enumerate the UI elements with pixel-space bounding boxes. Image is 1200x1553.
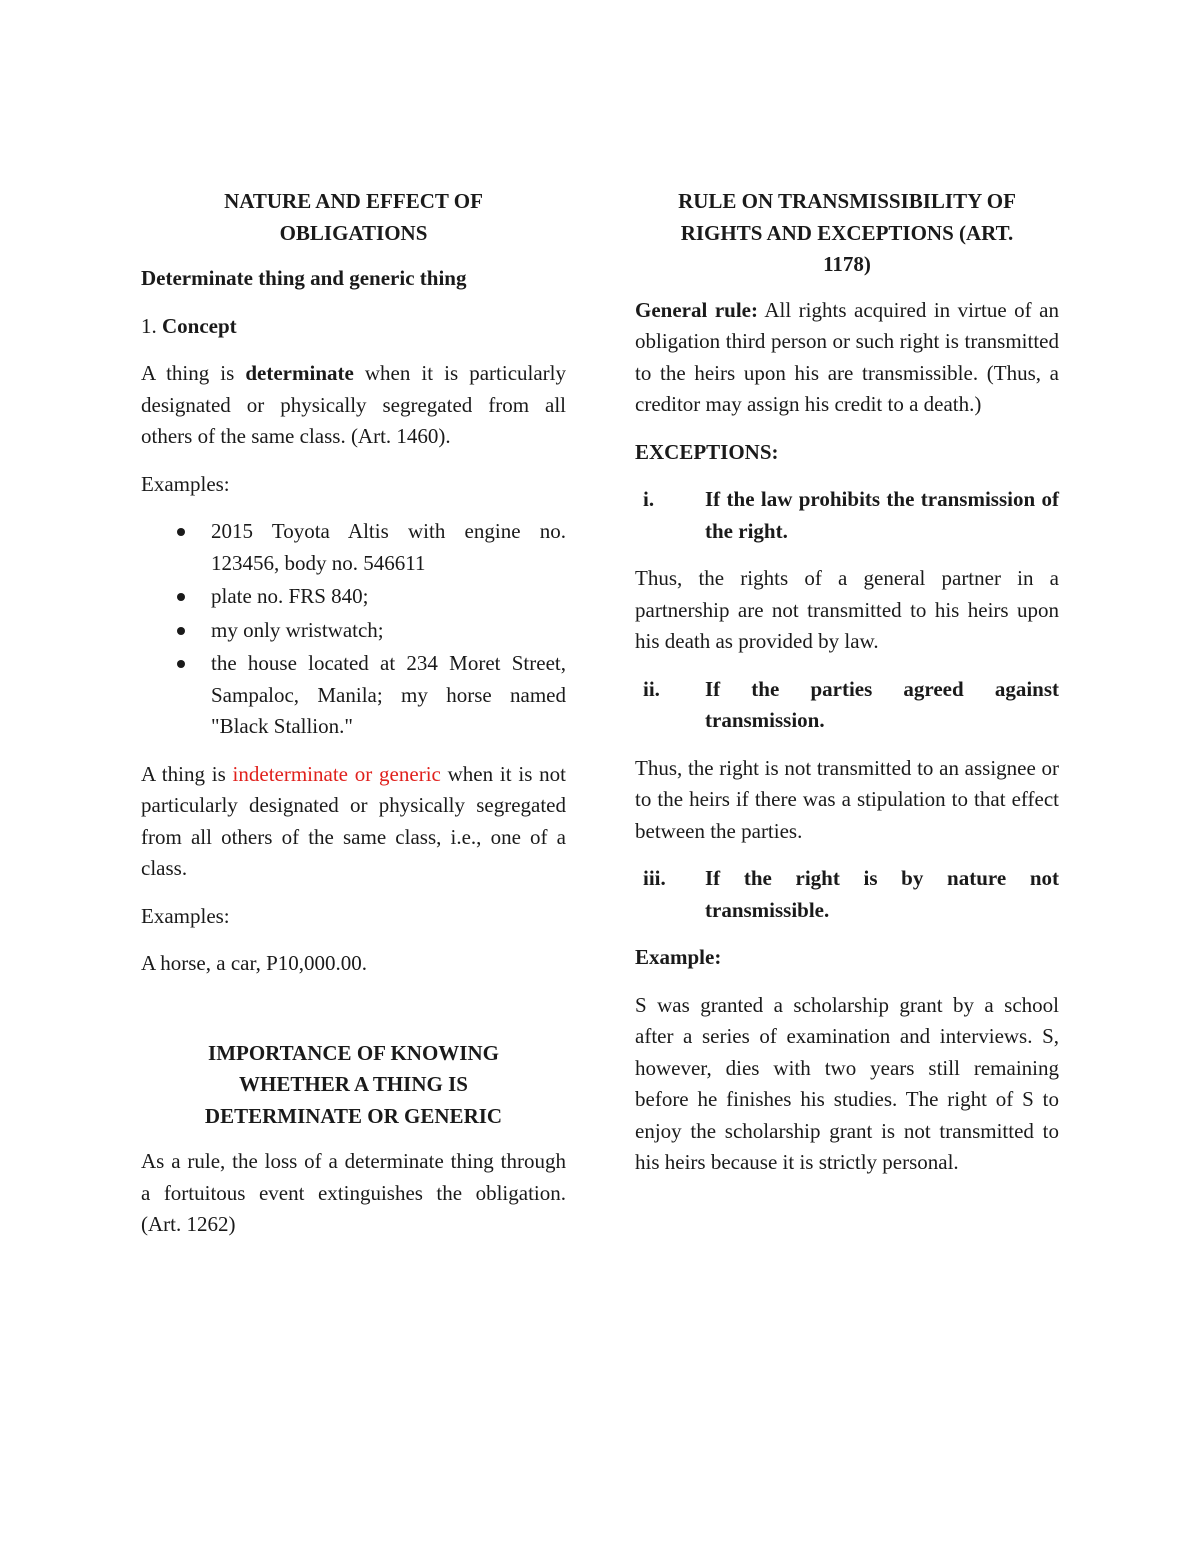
right-column — [635, 186, 1059, 1195]
general-rule-text: All rights acquired in virtue of an obligation third person or such right is transmitted to the heirs upon his are transmissible. (Thus, a creditor may assign his credit to a death.) — [635, 297, 1059, 416]
list-item-text: plate no. FRS 840; — [211, 584, 369, 608]
definition-text: when it is particularly designated or physically segregated from all others of the same class. (Art. 1460). — [141, 361, 567, 448]
exception-explanation: Thus, the right is not transmitted to an assignee or to the heirs if there was a stipulation to that effect between the parties. — [635, 755, 1059, 843]
exception-title: If the right is by nature not transmissible. — [705, 866, 1059, 922]
list-item-text: the house located at 234 Moret Street, Sampaloc, Manila; my horse named "Black Stallion." — [211, 651, 566, 738]
examples-list — [141, 516, 566, 743]
generic-definition — [141, 759, 566, 885]
section-title-importance — [141, 1038, 566, 1133]
title-line: IMPORTANCE OF KNOWING — [208, 1040, 499, 1065]
example-label: Example: — [635, 945, 722, 969]
title-line: DETERMINATE OR GENERIC — [204, 1103, 503, 1128]
exception-item — [635, 674, 1059, 737]
exception-item — [635, 484, 1059, 547]
section-title-transmissibility — [635, 186, 1059, 281]
exception-number: iii. — [643, 866, 666, 890]
bullet-icon — [177, 593, 185, 601]
determinate-definition — [141, 358, 566, 453]
generic-examples: A horse, a car, P10,000.00. — [141, 951, 368, 975]
examples-label: Examples: — [141, 903, 230, 928]
generic-term: indeterminate or generic — [232, 761, 441, 786]
definition-text: A thing is — [141, 361, 246, 385]
exception-number: i. — [643, 487, 655, 511]
left-column — [141, 186, 566, 1257]
bullet-icon — [177, 528, 185, 536]
bullet-icon — [177, 660, 185, 668]
list-item-text: my only wristwatch; — [211, 617, 384, 642]
list-item — [141, 615, 566, 647]
title-line: OBLIGATIONS — [279, 220, 428, 245]
exception-title: If the law prohibits the transmission of the right. — [705, 487, 1059, 543]
title-line: 1178) — [823, 252, 871, 276]
bullet-icon — [177, 627, 185, 635]
definition-text: when it is not particularly designated or physically segregated from all others of the same class, i.e., one of a class. — [141, 761, 567, 880]
section-title-nature — [141, 186, 566, 249]
title-line: RULE ON TRANSMISSIBILITY OF — [678, 189, 1016, 213]
importance-text: As a rule, the loss of a determinate thing through a fortuitous event extinguishes the obligation. (Art. 1262) — [141, 1149, 566, 1236]
exception-explanation: Thus, the rights of a general partner in a partnership are not transmitted to his heirs upon his death as provided by law. — [635, 566, 1059, 653]
exceptions-label: EXCEPTIONS: — [635, 439, 779, 464]
general-rule-label: General rule: — [635, 297, 758, 322]
list-item-text: 2015 Toyota Altis with engine no. 123456, body no. 546611 — [211, 519, 566, 575]
example-text: S was granted a scholarship grant by a school after a series of examination and interviews. S, however, dies with two years still remaining before he finishes his studies. The right of S to enjoy the scholarship grant is not transmitted to his heirs because it is strictly personal. — [635, 992, 1059, 1174]
determinate-term: determinate — [245, 361, 354, 385]
exception-number: ii. — [643, 676, 660, 701]
list-item — [141, 581, 566, 613]
exception-item — [635, 863, 1059, 926]
definition-text: A thing is — [141, 761, 233, 786]
examples-label: Examples: — [141, 471, 230, 496]
general-rule — [635, 295, 1059, 421]
subheading-determinate-generic: Determinate thing and generic thing — [141, 266, 467, 290]
exception-title: If the parties agreed against transmission. — [705, 676, 1059, 732]
concept-label: Concept — [162, 313, 237, 338]
title-line: RIGHTS AND EXCEPTIONS (ART. — [680, 220, 1014, 245]
list-item — [141, 516, 566, 579]
list-item — [141, 648, 566, 743]
title-line: NATURE AND EFFECT OF — [224, 189, 483, 213]
concept-number: 1. — [141, 313, 157, 338]
title-line: WHETHER A THING IS — [239, 1072, 468, 1096]
concept-heading — [141, 311, 566, 343]
